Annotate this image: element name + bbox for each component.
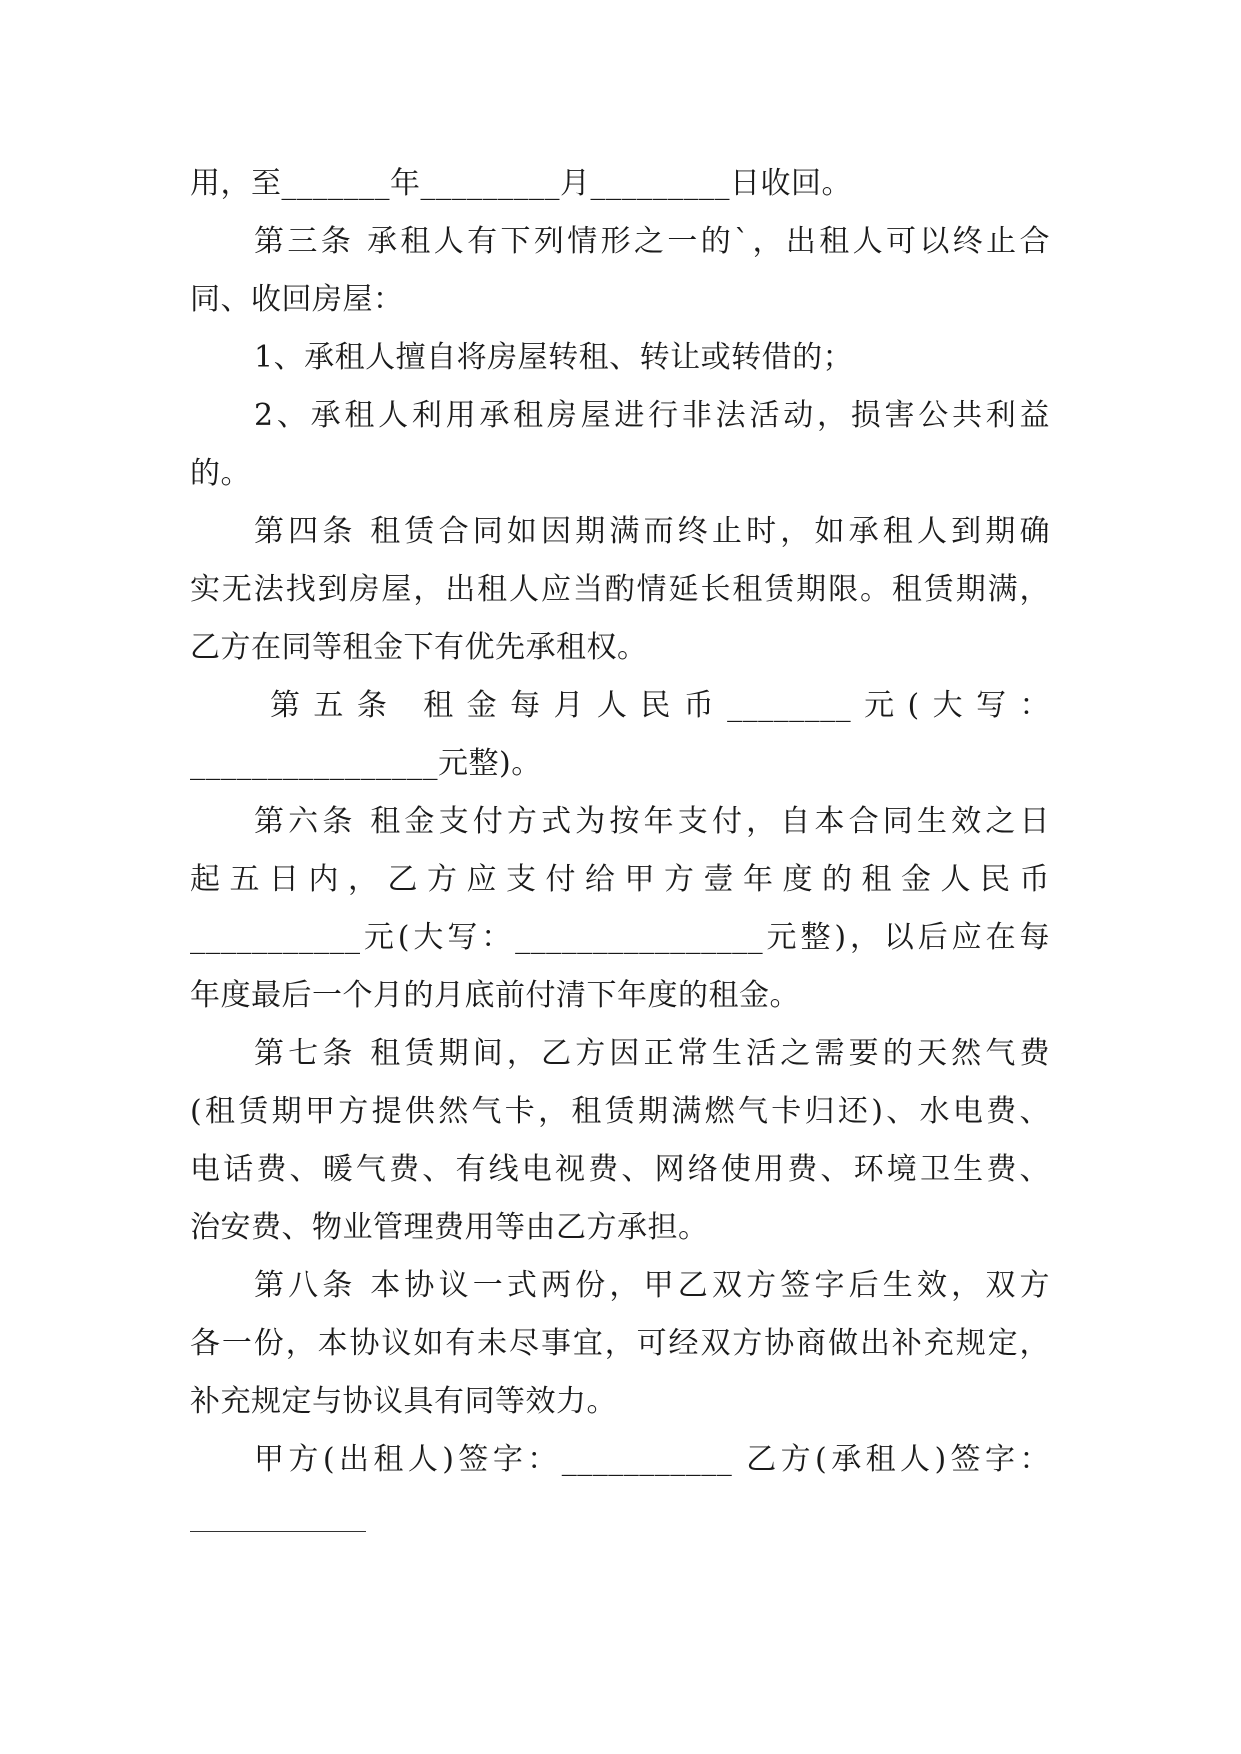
- text-line: 2、承租人利用承租房屋进行非法活动，损害公共利益: [254, 398, 1050, 433]
- text-line: 电话费、暖气费、有线电视费、网络使用费、环境卫生费、: [190, 1152, 1050, 1187]
- text-line: 实无法找到房屋，出租人应当酌情延长租赁期限。租赁期满，: [190, 572, 1050, 607]
- signature-blank: [190, 1531, 366, 1532]
- text-line: ___________元(大写：________________元整)，以后应在每: [190, 920, 1050, 955]
- text-line: 第四条 租赁合同如因期满而终止时，如承租人到期确: [254, 514, 1050, 549]
- text-line: 第六条 租金支付方式为按年支付，自本合同生效之日: [254, 804, 1050, 839]
- text-line: (租赁期甲方提供然气卡，租赁期满燃气卡归还)、水电费、: [190, 1094, 1050, 1129]
- text-line: 补充规定与协议具有同等效力。: [190, 1384, 617, 1419]
- text-line: 第七条 租赁期间，乙方因正常生活之需要的天然气费: [254, 1036, 1050, 1071]
- text-line: 用，至_______年_________月_________日收回。: [190, 166, 852, 201]
- text-line: 第五条 租金每月人民币________元(大写：: [270, 688, 1050, 723]
- text-line: 第八条 本协议一式两份，甲乙双方签字后生效，双方: [254, 1268, 1050, 1303]
- text-line: 1、承租人擅自将房屋转租、转让或转借的；: [254, 340, 854, 375]
- text-line: 的。: [190, 456, 251, 491]
- text-line: 年度最后一个月的月底前付清下年度的租金。: [190, 978, 800, 1013]
- text-line: 各一份，本协议如有未尽事宜，可经双方协商做出补充规定，: [190, 1326, 1050, 1361]
- text-line: 第三条 承租人有下列情形之一的`，出租人可以终止合: [254, 224, 1050, 259]
- signature-line-text: 甲方(出租人)签字：___________ 乙方(承租人)签字：: [254, 1442, 1050, 1477]
- text-line: 乙方在同等租金下有优先承租权。: [190, 630, 648, 665]
- text-line: 同、收回房屋：: [190, 282, 404, 317]
- text-line: 起五日内，乙方应支付给甲方壹年度的租金人民币: [190, 862, 1050, 897]
- text-line: ________________元整)。: [190, 746, 542, 781]
- text-line: 治安费、物业管理费用等由乙方承担。: [190, 1210, 709, 1245]
